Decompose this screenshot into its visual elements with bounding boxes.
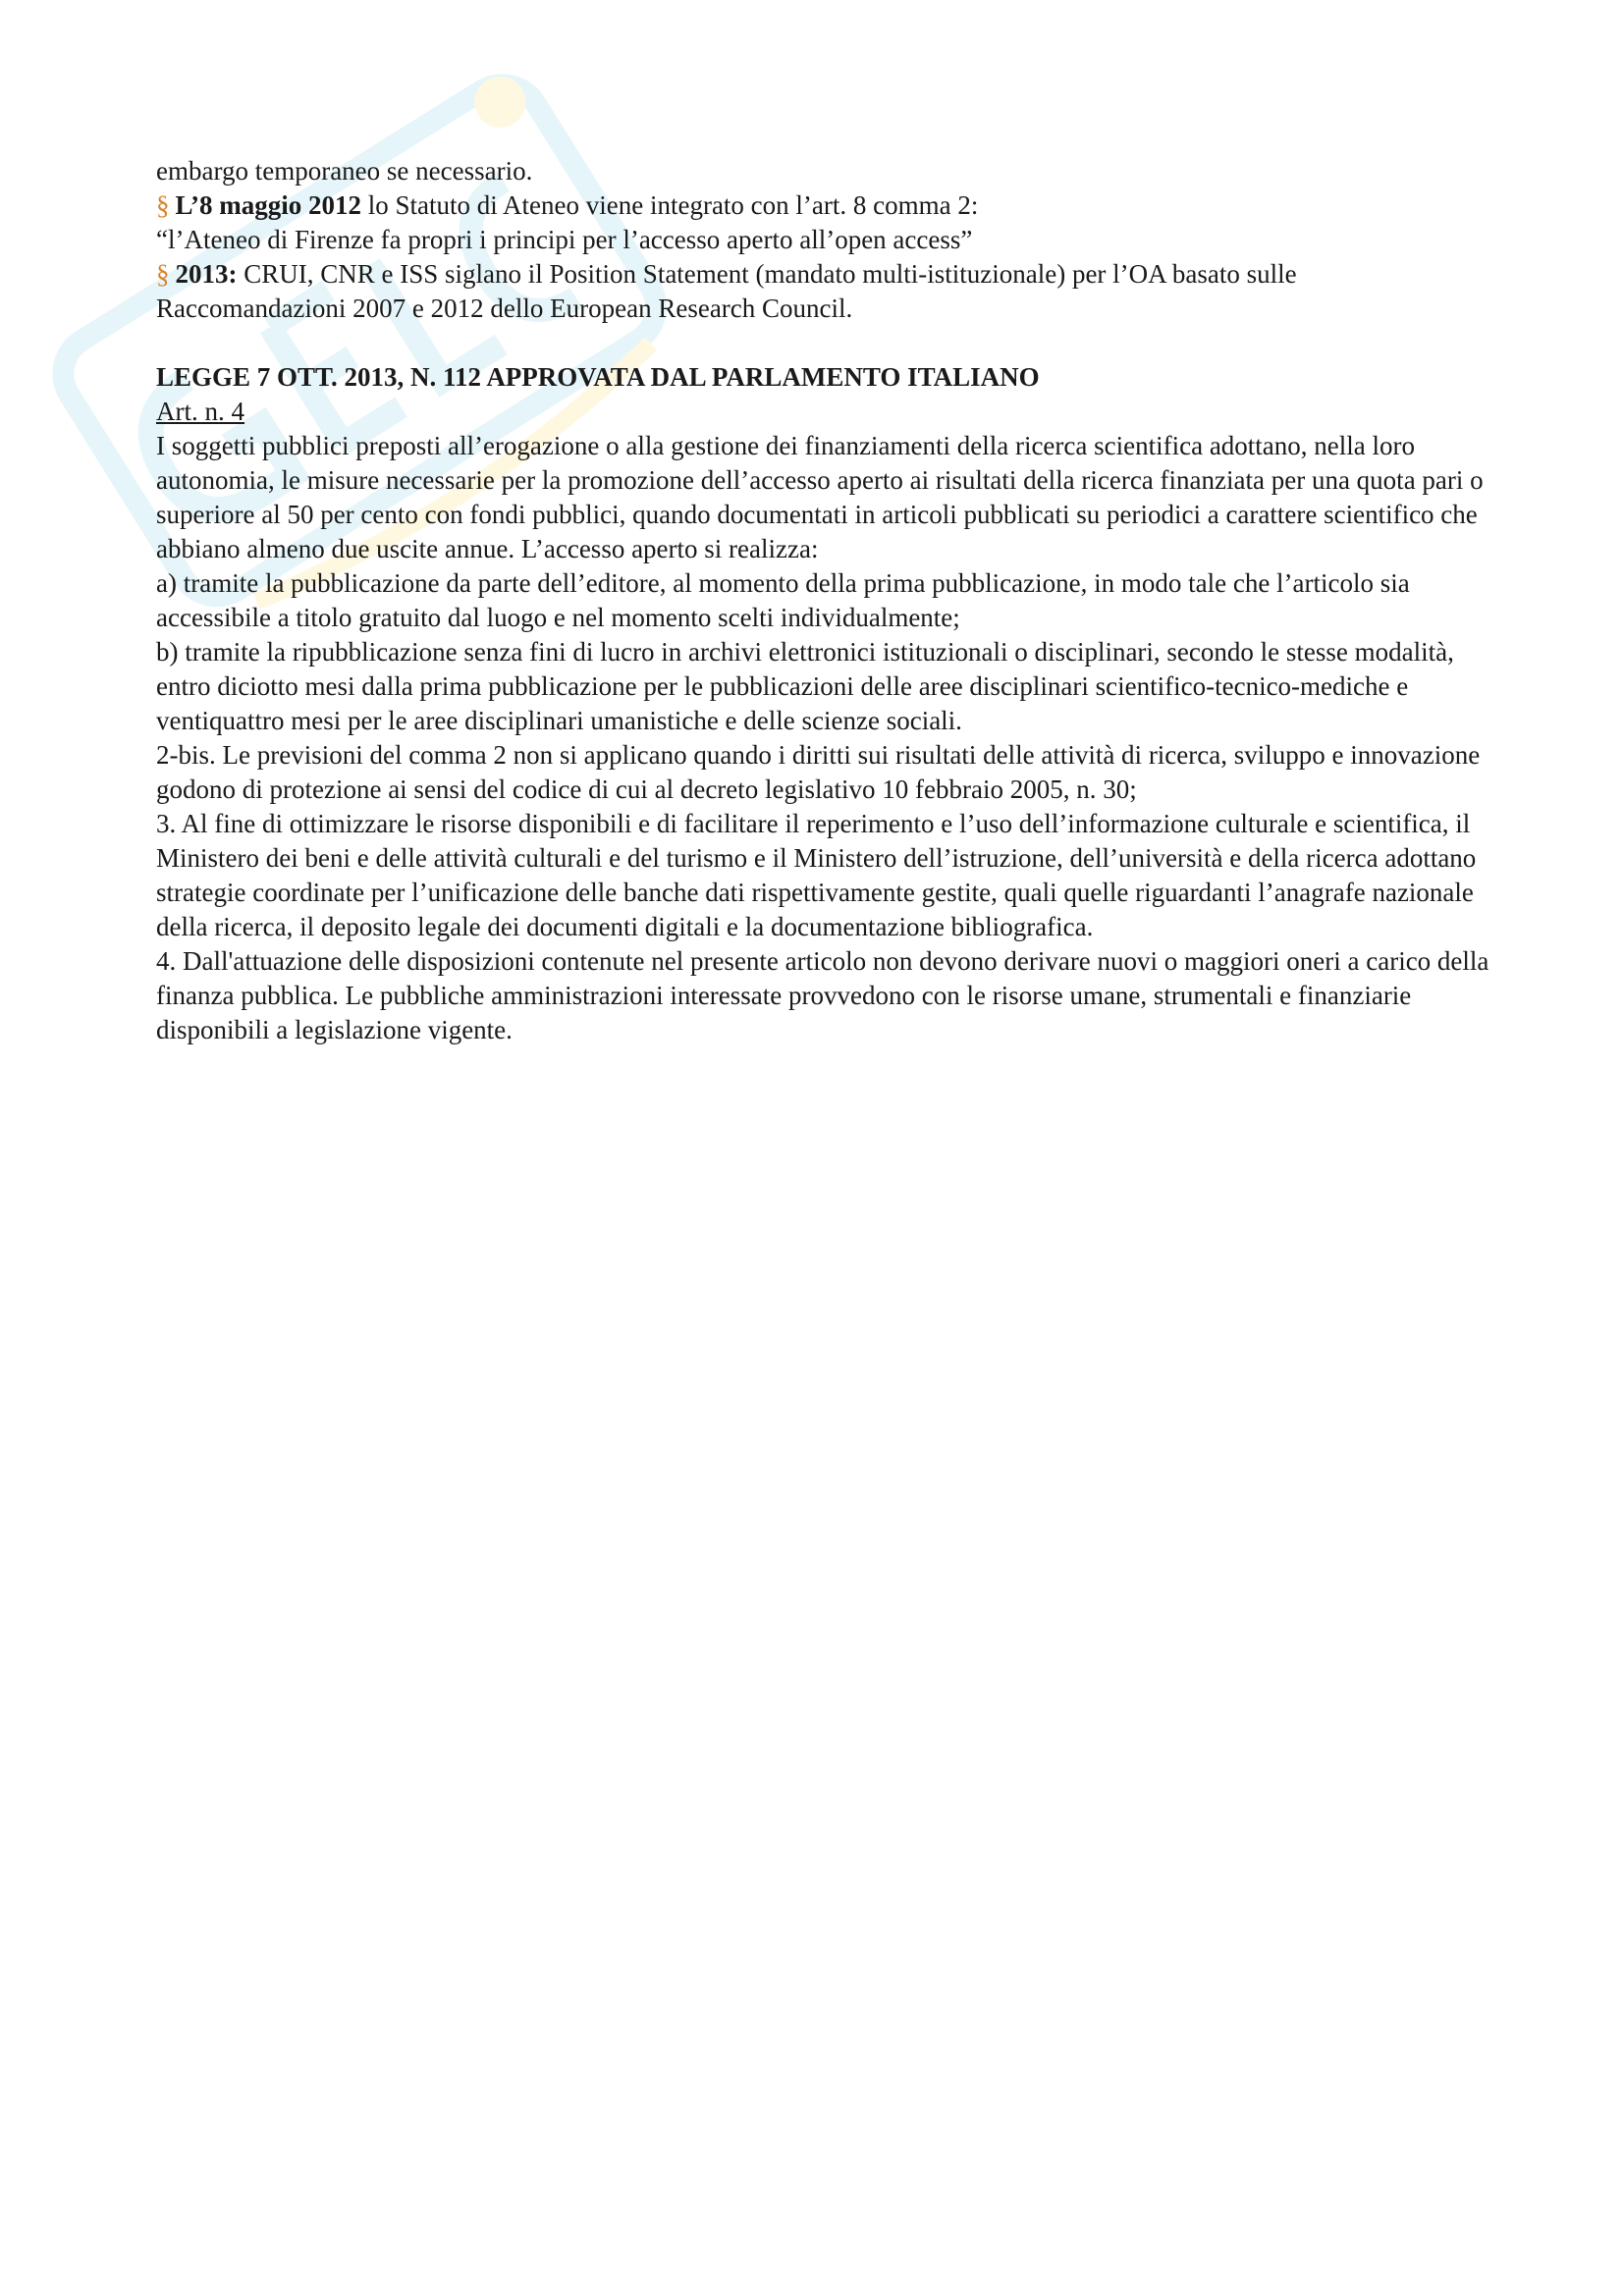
law-paragraph: b) tramite la ripubblicazione senza fini di lucro in archivi elettronici istituzionali o disciplinari, secondo le stesse modalità, entro diciotto mesi dalla prima pubblicazione per le pubblicazioni delle aree disciplinari scientifico-tecnico-mediche e ventiquattro mesi per le aree disciplinari umanistiche e delle scienze sociali. — [156, 637, 1454, 735]
section-sign-icon: § — [156, 190, 170, 220]
law-paragraph: 4. Dall'attuazione delle disposizioni contenute nel presente articolo non devono derivare nuovi o maggiori oneri a carico della finanza pubblica. Le pubbliche amministrazioni interessate provvedono con le risorse umane, strumentali e finanziarie disponibili a legislazione vigente. — [156, 946, 1489, 1044]
statute-quote: “l’Ateneo di Firenze fa propri i principi per l’accesso aperto all’open access” — [156, 225, 973, 254]
document-page — [156, 154, 1491, 1047]
article-label: Art. n. 4 — [156, 397, 244, 426]
law-paragraph: 3. Al fine di ottimizzare le risorse disponibili e di facilitare il reperimento e l’uso dell’informazione culturale e scientifica, il Ministero dei beni e delle attività culturali e del turismo e il Ministero dell’istruzione, dell’università e della ricerca adottano strategie coordinate per l’unificazione delle banche dati rispettivamente gestite, quali quelle riguardanti l’anagrafe nazionale della ricerca, il deposito legale dei documenti digitali e la documentazione bibliografica. — [156, 809, 1477, 941]
intro-line: embargo temporaneo se necessario. — [156, 156, 533, 186]
timeline-date: 2013: — [175, 259, 238, 289]
timeline-item-2013 — [156, 257, 1491, 326]
timeline-item-2012 — [156, 188, 1491, 223]
timeline-text: lo Statuto di Ateneo viene integrato con l’art. 8 comma 2: — [361, 190, 979, 220]
timeline-date: L’8 maggio 2012 — [175, 190, 362, 220]
law-heading: LEGGE 7 OTT. 2013, N. 112 APPROVATA DAL PARLAMENTO ITALIANO — [156, 362, 1040, 392]
timeline-text: CRUI, CNR e ISS siglano il Position Statement (mandato multi-istituzionale) per l’OA basato sulle Raccomandazioni 2007 e 2012 dello European Research Council. — [156, 259, 1297, 323]
law-paragraph: a) tramite la pubblicazione da parte dell’editore, al momento della prima pubblicazione, in modo tale che l’articolo sia accessibile a titolo gratuito dal luogo e nel momento scelti individualmente; — [156, 568, 1410, 632]
section-sign-icon: § — [156, 259, 170, 289]
law-paragraph: 2-bis. Le previsioni del comma 2 non si applicano quando i diritti sui risultati delle attività di ricerca, sviluppo e innovazione godono di protezione ai sensi del codice di cui al decreto legislativo 10 febbraio 2005, n. 30; — [156, 740, 1481, 804]
law-paragraph: I soggetti pubblici preposti all’erogazione o alla gestione dei finanziamenti della ricerca scientifica adottano, nella loro autonomia, le misure necessarie per la promozione dell’accesso aperto ai risultati della ricerca finanziata per una quota pari o superiore al 50 per cento con fondi pubblici, quando documentati in articoli pubblicati su periodici a carattere scientifico che abbiano almeno due uscite annue. L’accesso aperto si realizza: — [156, 431, 1484, 563]
spacer — [156, 326, 1491, 360]
